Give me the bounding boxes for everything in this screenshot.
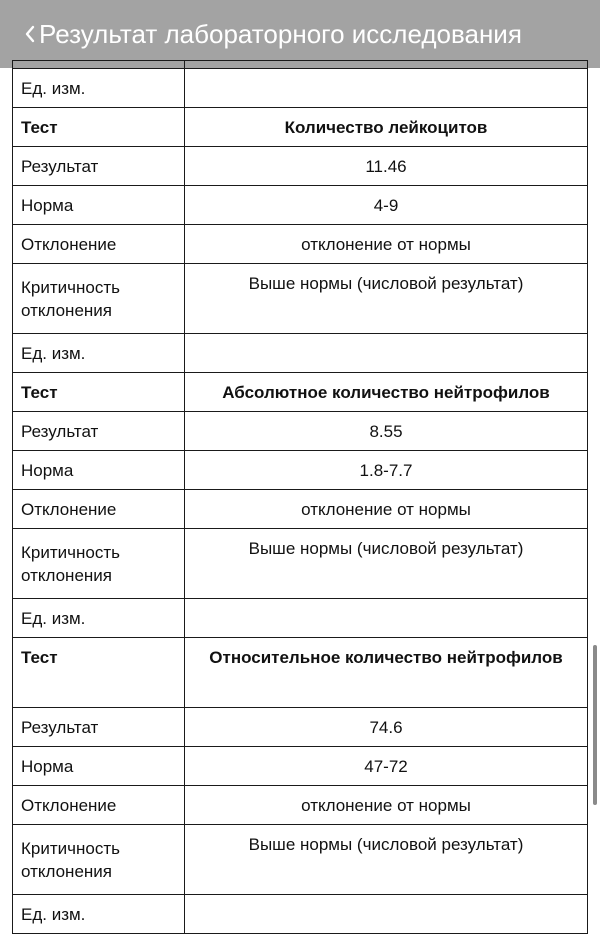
deviation-value: отклонение от нормы (185, 225, 588, 264)
deviation-value: отклонение от нормы (185, 786, 588, 825)
unit-value (185, 69, 588, 108)
table-row-test (13, 638, 588, 708)
table-row-test (13, 373, 588, 412)
table-row (13, 708, 588, 747)
table-row (13, 825, 588, 895)
table-row (13, 264, 588, 334)
result-label: Результат (13, 412, 185, 451)
table-row-test (13, 108, 588, 147)
test-name: Количество лейкоцитов (185, 108, 588, 147)
app-header (0, 0, 600, 68)
unit-label: Ед. изм. (13, 69, 185, 108)
table-row (13, 529, 588, 599)
table-row (13, 895, 588, 934)
test-name: Абсолютное количество нейтрофилов (185, 373, 588, 412)
unit-label: Ед. изм. (13, 334, 185, 373)
criticality-value: Выше нормы (числовой результат) (185, 529, 588, 599)
deviation-label: Отклонение (13, 225, 185, 264)
norm-value: 47-72 (185, 747, 588, 786)
unit-value (185, 599, 588, 638)
criticality-label: Критичность отклонения (13, 825, 185, 895)
table-row (13, 334, 588, 373)
back-arrow-icon[interactable] (25, 26, 35, 42)
table-cell-empty (13, 61, 185, 69)
table-row (13, 186, 588, 225)
criticality-value: Выше нормы (числовой результат) (185, 264, 588, 334)
table-row (13, 599, 588, 638)
page-title: Результат лабораторного исследования (39, 18, 522, 49)
table-row (13, 451, 588, 490)
table-row (13, 747, 588, 786)
norm-value: 1.8-7.7 (185, 451, 588, 490)
table-row (13, 490, 588, 529)
norm-label: Норма (13, 186, 185, 225)
norm-label: Норма (13, 451, 185, 490)
norm-value: 4-9 (185, 186, 588, 225)
unit-value (185, 895, 588, 934)
deviation-label: Отклонение (13, 490, 185, 529)
results-scroll-area[interactable] (0, 68, 600, 924)
test-label: Тест (13, 638, 185, 708)
table-row (13, 147, 588, 186)
table-row (13, 412, 588, 451)
unit-value (185, 334, 588, 373)
result-value: 8.55 (185, 412, 588, 451)
result-value: 11.46 (185, 147, 588, 186)
criticality-label: Критичность отклонения (13, 529, 185, 599)
deviation-label: Отклонение (13, 786, 185, 825)
result-label: Результат (13, 708, 185, 747)
test-label: Тест (13, 373, 185, 412)
table-row (13, 225, 588, 264)
test-label: Тест (13, 108, 185, 147)
result-label: Результат (13, 147, 185, 186)
table-cell-empty (185, 61, 588, 69)
test-name: Относительное количество нейтрофилов (185, 638, 588, 708)
unit-label: Ед. изм. (13, 895, 185, 934)
table-row (13, 786, 588, 825)
lab-results-table (12, 60, 588, 934)
deviation-value: отклонение от нормы (185, 490, 588, 529)
criticality-value: Выше нормы (числовой результат) (185, 825, 588, 895)
criticality-label: Критичность отклонения (13, 264, 185, 334)
norm-label: Норма (13, 747, 185, 786)
result-value: 74.6 (185, 708, 588, 747)
table-row (13, 69, 588, 108)
unit-label: Ед. изм. (13, 599, 185, 638)
scrollbar-thumb[interactable] (593, 645, 597, 805)
